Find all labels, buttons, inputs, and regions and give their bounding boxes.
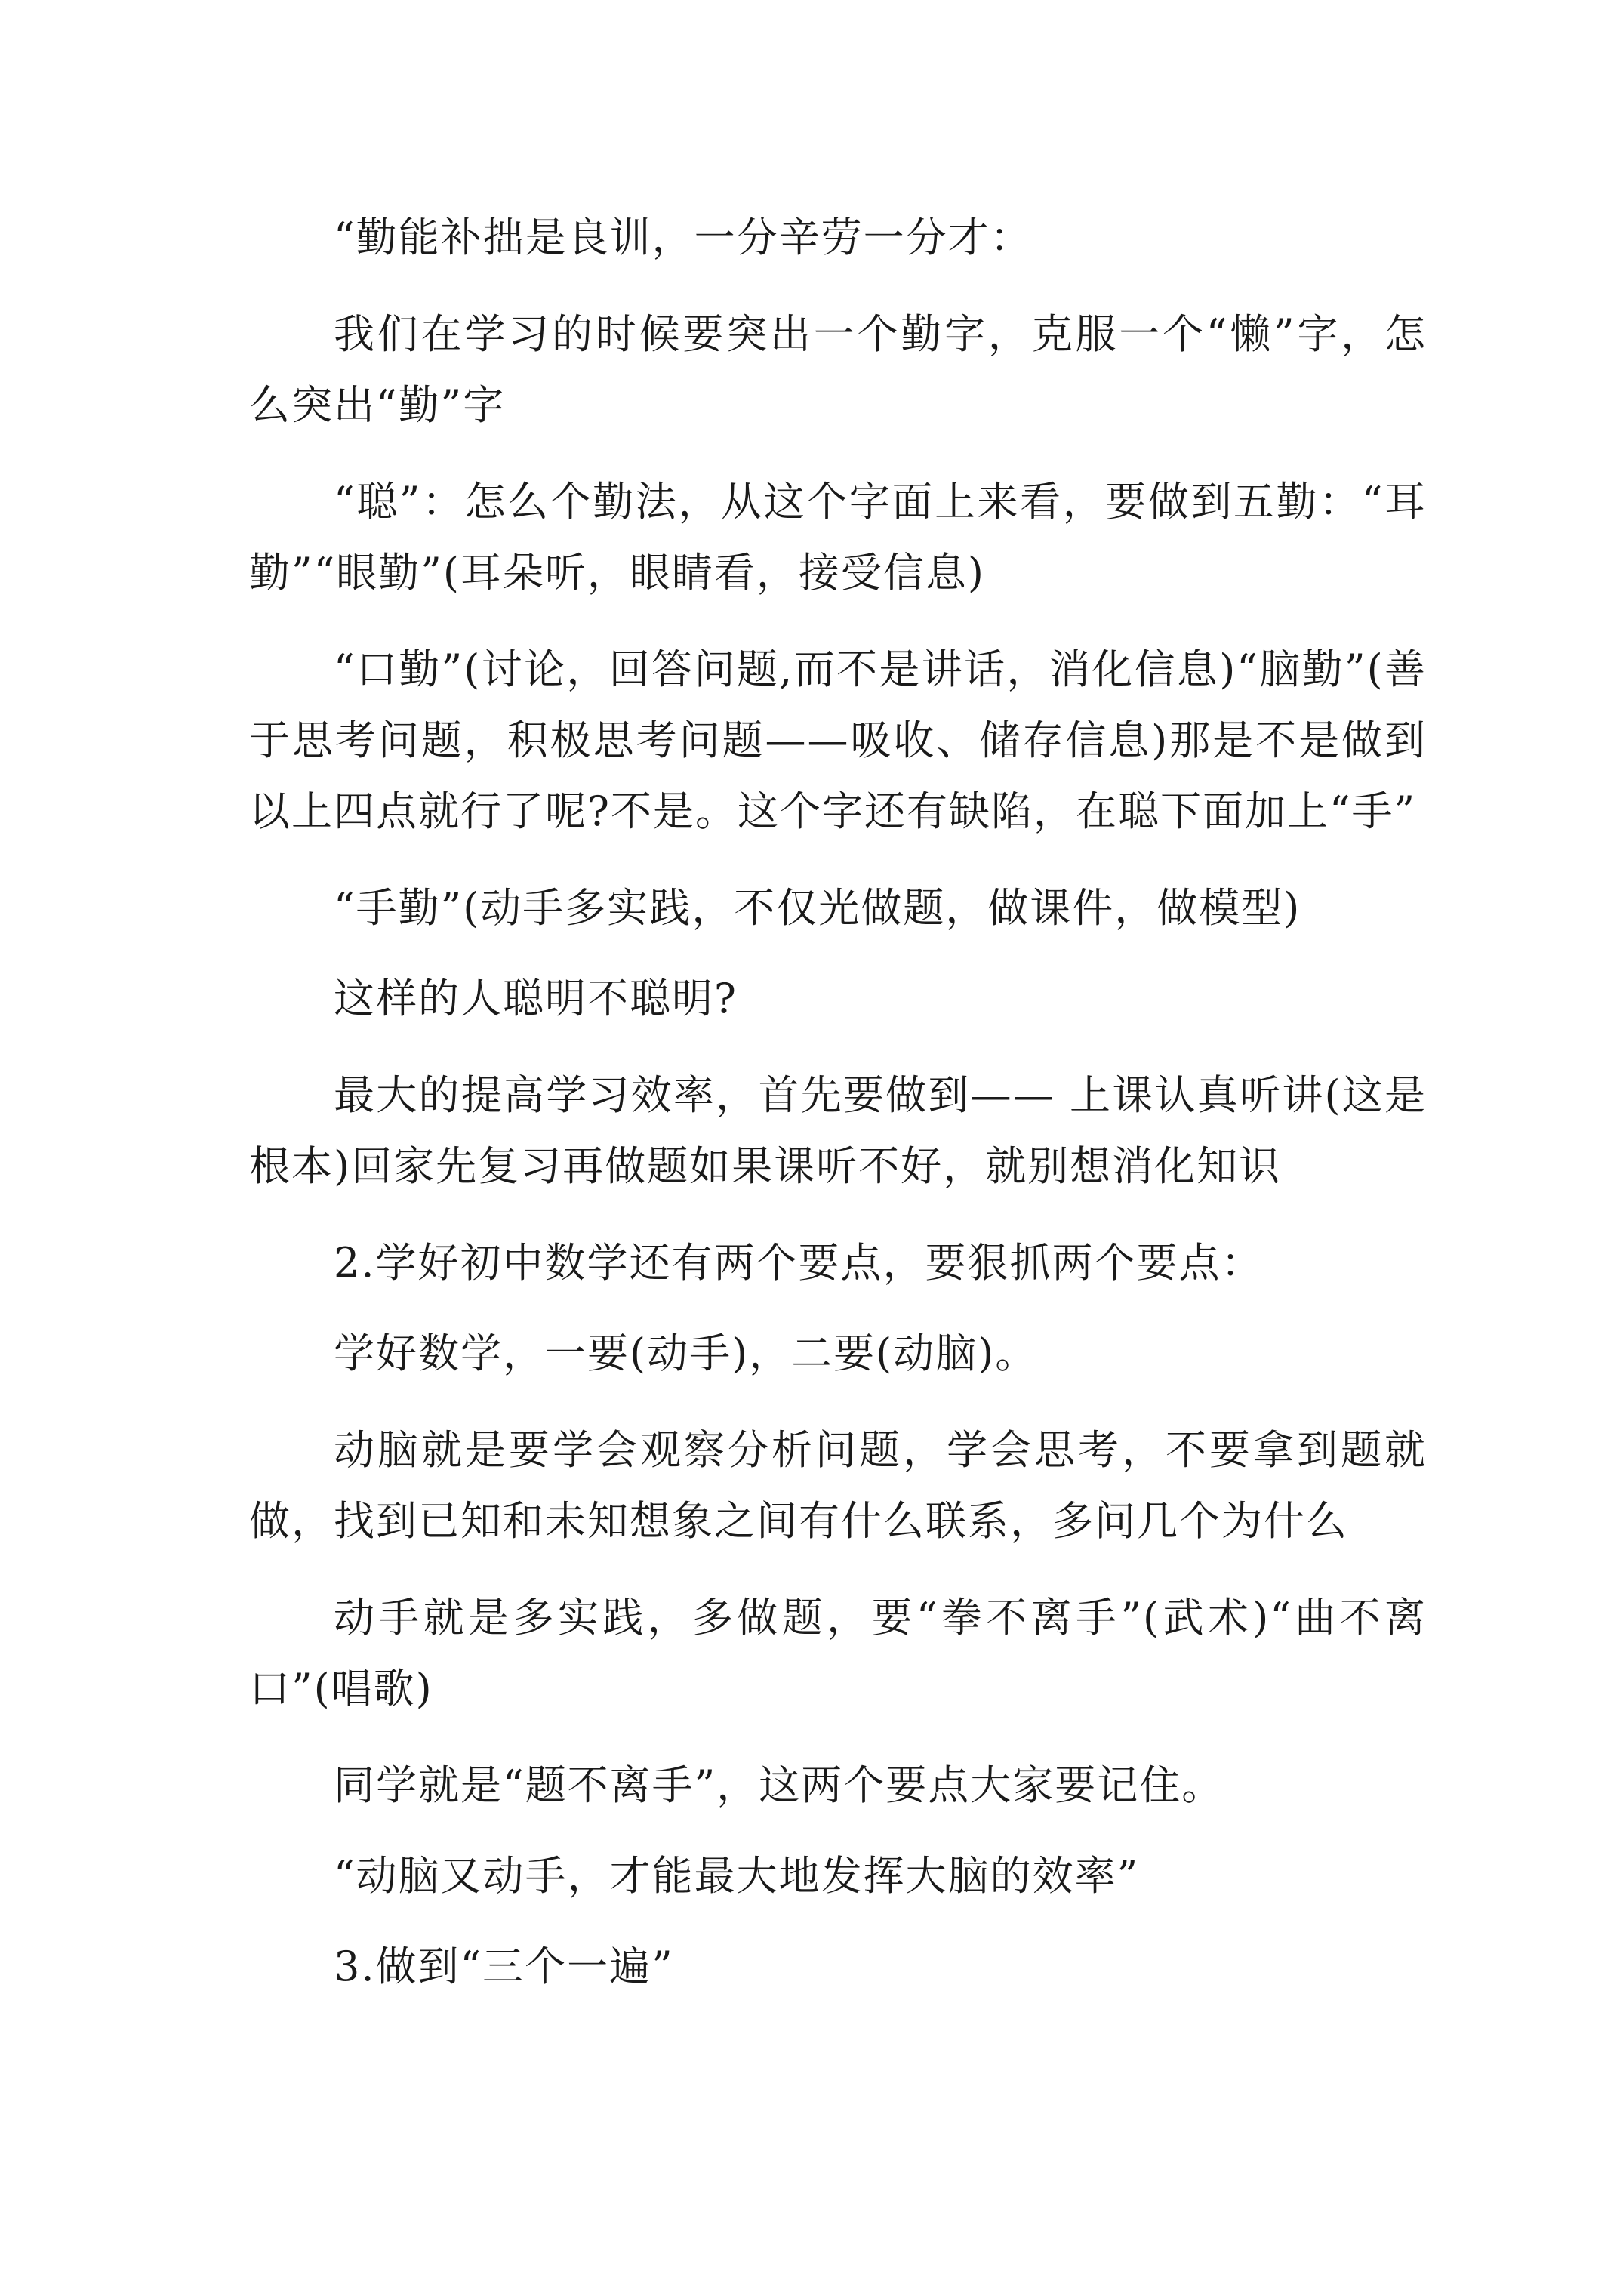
paragraph-1: “勤能补拙是良训，一分辛劳一分才： [334, 214, 1033, 261]
paragraph-6: 这样的人聪明不聪明? [334, 975, 738, 1022]
paragraph-2: 我们在学习的时候要突出一个勤字，克服一个“懒”字，怎么突出“勤”字 [249, 310, 1427, 429]
paragraph-5: “手勤”(动手多实践，不仅光做题，做课件，做模型) [334, 884, 1301, 932]
paragraph-7: 最大的提高学习效率，首先要做到—— 上课认真听讲(这是根本)回家先复习再做题如果课听不好，就别想消化知识 [249, 1071, 1427, 1190]
paragraph-13: “动脑又动手，才能最大地发挥大脑的效率” [334, 1852, 1140, 1900]
paragraph-12: 同学就是“题不离手”，这两个要点大家要记住。 [334, 1761, 1224, 1809]
paragraph-14: 3.做到“三个一遍” [334, 1943, 674, 1990]
paragraph-3: “聪”：怎么个勤法，从这个字面上来看，要做到五勤：“耳勤”“眼勤”(耳朵听，眼睛看，接受信息) [249, 478, 1427, 596]
paragraph-4: “口勤”(讨论，回答问题,而不是讲话，消化信息)“脑勤”(善于思考问题，积极思考问题——吸收、储存信息)那是不是做到以上四点就行了呢?不是。这个字还有缺陷，在聪下面加上“手” [249, 646, 1427, 835]
paragraph-10: 动脑就是要学会观察分析问题，学会思考，不要拿到题就做，找到已知和未知想象之间有什么联系，多问几个为什么 [249, 1426, 1427, 1545]
document-body [249, 202, 1427, 2028]
paragraph-8: 2.学好初中数学还有两个要点，要狠抓两个要点： [334, 1239, 1264, 1287]
paragraph-9: 学好数学，一要(动手)，二要(动脑)。 [334, 1330, 1038, 1377]
paragraph-11: 动手就是多实践，多做题，要“拳不离手”(武术)“曲不离口”(唱歌) [249, 1594, 1427, 1712]
